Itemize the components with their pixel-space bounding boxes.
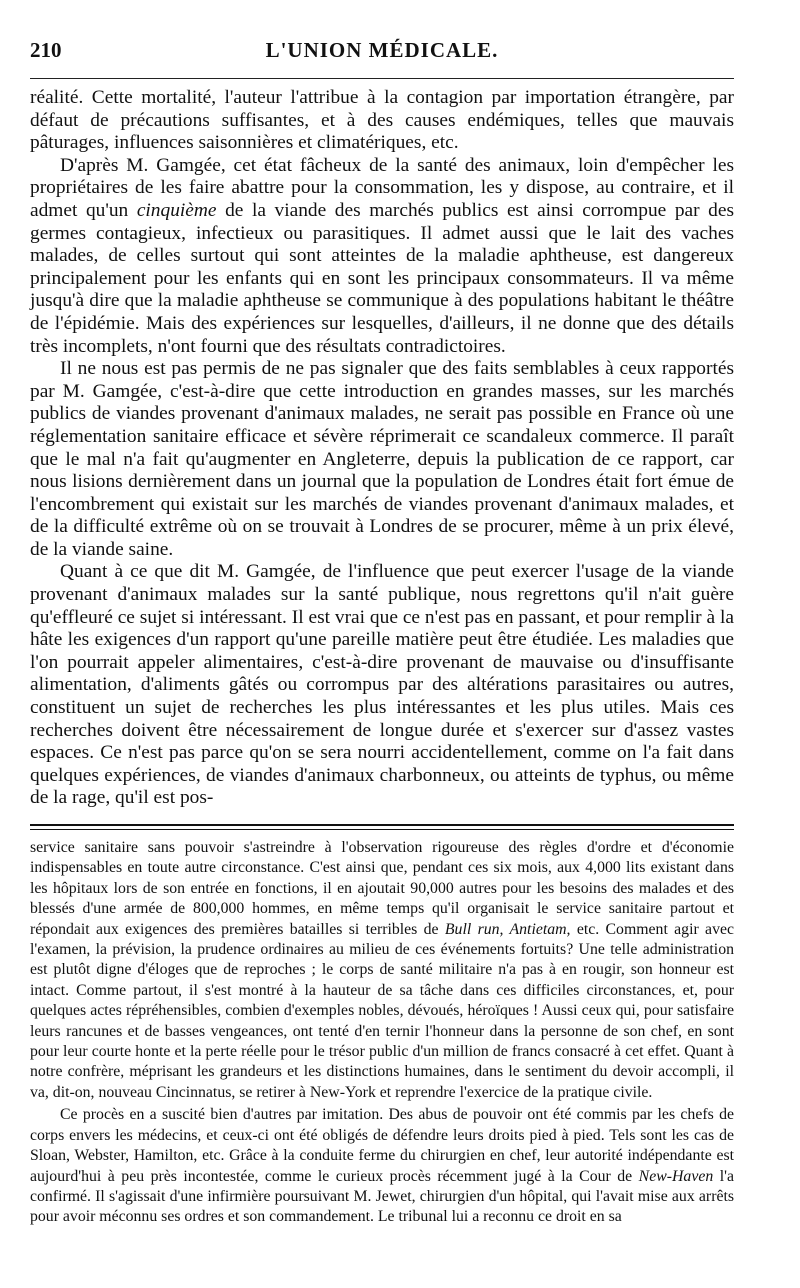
emphasis-new-haven: New-Haven	[638, 1167, 714, 1185]
footnote-separator	[30, 824, 734, 830]
paragraph-4: Quant à ce que dit M. Gamgée, de l'influence que peut exercer l'usage de la viande provenant d'animaux malades sur la santé publique, nous regrettons qu'il n'ait guère qu'effleuré ce sujet si intéressant. Il est vrai que ce n'est pas en passant, et pour remplir à la hâte les exigences d'un rapport qu'une pareille matière peut être étudiée. Les maladies que l'on pourrait appeler alimentaires, c'est-à-dire provenant de mauvaise ou d'insuffisante alimentation, d'aliments gâtés ou corrompus par des altérations parasitaires ou autres, constituent un sujet de recherches les plus intéressantes et les plus utiles. Mais ces recherches doivent être nécessairement de longue durée et s'exercer sur d'assez vastes espaces. Ce n'est pas parce qu'on se sera nourri accidentellement, comme on l'a fait dans quelques expériences, de viandes d'animaux charbonneux, ou atteints de typhus, ou même de la rage, qu'il est pos-	[30, 561, 734, 809]
paragraph-3: Il ne nous est pas permis de ne pas signaler que des faits semblables à ceux rapportés par M. Gamgée, c'est-à-dire que cette introduction en grandes masses, sur les marchés publics de viandes provenant d'animaux malades, ne serait pas possible en France où une réglementation sanitaire efficace et sévère réprimerait ce scandaleux commerce. Il paraît que le mal n'a fait qu'augmenter en Angleterre, depuis la publication de ce rapport, car nous lisions dernièrement dans un journal que la population de Londres était fort émue de l'encombrement qui existait sur les marchés de viandes provenant d'animaux malades, et de la difficulté extrême où on se trouvait à Londres de se procurer, même à un prix élevé, de la viande saine.	[30, 358, 734, 560]
page-number: 210	[30, 38, 62, 62]
footnote-2-end: l'a confirmé. Il s'agissait d'une infirmière poursuivant M. Jewet, chirurgien d'un hôpital, qui l'avait mise aux arrêts pour avoir méconnu ses ordres et son commandement. Le tribunal lui a reconnu ce droit en sa	[30, 1167, 734, 1226]
paragraph-1: réalité. Cette mortalité, l'auteur l'attribue à la contagion par importation étrangère, par défaut de précautions suffisantes, et à des causes endémiques, telles que mauvais pâturages, influences saisonnières et climatériques, etc.	[30, 87, 734, 154]
footnote-1-start: service sanitaire sans pouvoir s'astreindre à l'observation rigoureuse des règles d'ordre et d'économie indispensables en toute autre circonstance. C'est ainsi que, pendant ces six mois, aux 4,000 lits existant dans les hôpitaux lors de son entrée en fonctions, il en ajoutait 90,000 autres pour les besoins des malades et des blessés d'une armée de 800,000 hommes, en même temps qu'il organisait le service sanitaire partout et répondait aux exigences des premières batailles si terribles de	[30, 839, 734, 938]
footnotes	[30, 838, 734, 1228]
footnote-paragraph-2	[30, 1105, 734, 1227]
footnote-1-end: etc. Comment agir avec l'examen, la prévision, la prudence ordinaires au milieu de ces événements fortuits? Une telle administration est plutôt digne d'éloges que de reproches ; le corps de santé militaire n'a pas à en rougir, son honneur est intact. Comme partout, il s'est montré à la hauteur de sa tâche dans ces difficiles circonstances, et, pour quelques actes répréhensibles, combien d'exemples nobles, dévoués, héroïques ! Aussi ceux qui, pour satisfaire leurs rancunes et de basses vengeances, ont tenté d'en ternir l'honneur dans la personne de son chef, en sont pour leur courte honte et la perte réelle pour le trésor public d'un million de francs consacré à cet effet. Quant à notre confrère, méprisant les grandeurs et les distinctions humaines, dans le sentiment du devoir accompli, il va, dit-on, nouveau Cincinnatus, se retirer à New-York et reprendre l'exercice de la pratique civile.	[30, 920, 734, 1101]
paragraph-2-start: D'après M. Gamgée, cet état fâcheux de la santé des animaux, loin d'empêcher les propriétaires de les faire abattre pour la consommation, les y dispose, au contraire, et il admet qu'un	[30, 154, 734, 221]
emphasis-battles: Bull run, Antietam,	[444, 920, 571, 938]
running-head	[30, 38, 734, 79]
journal-title: L'UNION MÉDICALE.	[265, 38, 499, 62]
paragraph-2	[30, 155, 734, 358]
footnote-paragraph-1	[30, 838, 734, 1103]
footnote-2-start: Ce procès en a suscité bien d'autres par imitation. Des abus de pouvoir ont été commis par les chefs de corps envers les médecins, et ceux-ci ont été obligés de défendre leurs droits pied à pied. Tels sont les cas de Sloan, Webster, Hamilton, etc. Grâce à la conduite ferme du chirurgien en chef, leur autorité indépendante est aujourd'hui à peu près incontestée, comme le curieux procès récemment jugé à la Cour de	[30, 1106, 734, 1185]
main-text	[30, 87, 734, 810]
emphasis-cinquieme: cinquième	[136, 199, 217, 221]
paragraph-2-end: de la viande des marchés publics est ainsi corrompue par des germes contagieux, infectieux ou parasitiques. Il admet aussi que le lait des vaches malades, de celles surtout qui sont atteintes de la maladie aphtheuse, est dangereux principalement pour les enfants qui en sont les principaux consommateurs. Il va même jusqu'à dire que la maladie aphtheuse se communique à des populations habitant le théâtre de l'épidémie. Mais des expériences sur lesquelles, d'ailleurs, il ne donne que des détails très incomplets, n'ont fourni que des résultats contradictoires.	[30, 199, 735, 357]
